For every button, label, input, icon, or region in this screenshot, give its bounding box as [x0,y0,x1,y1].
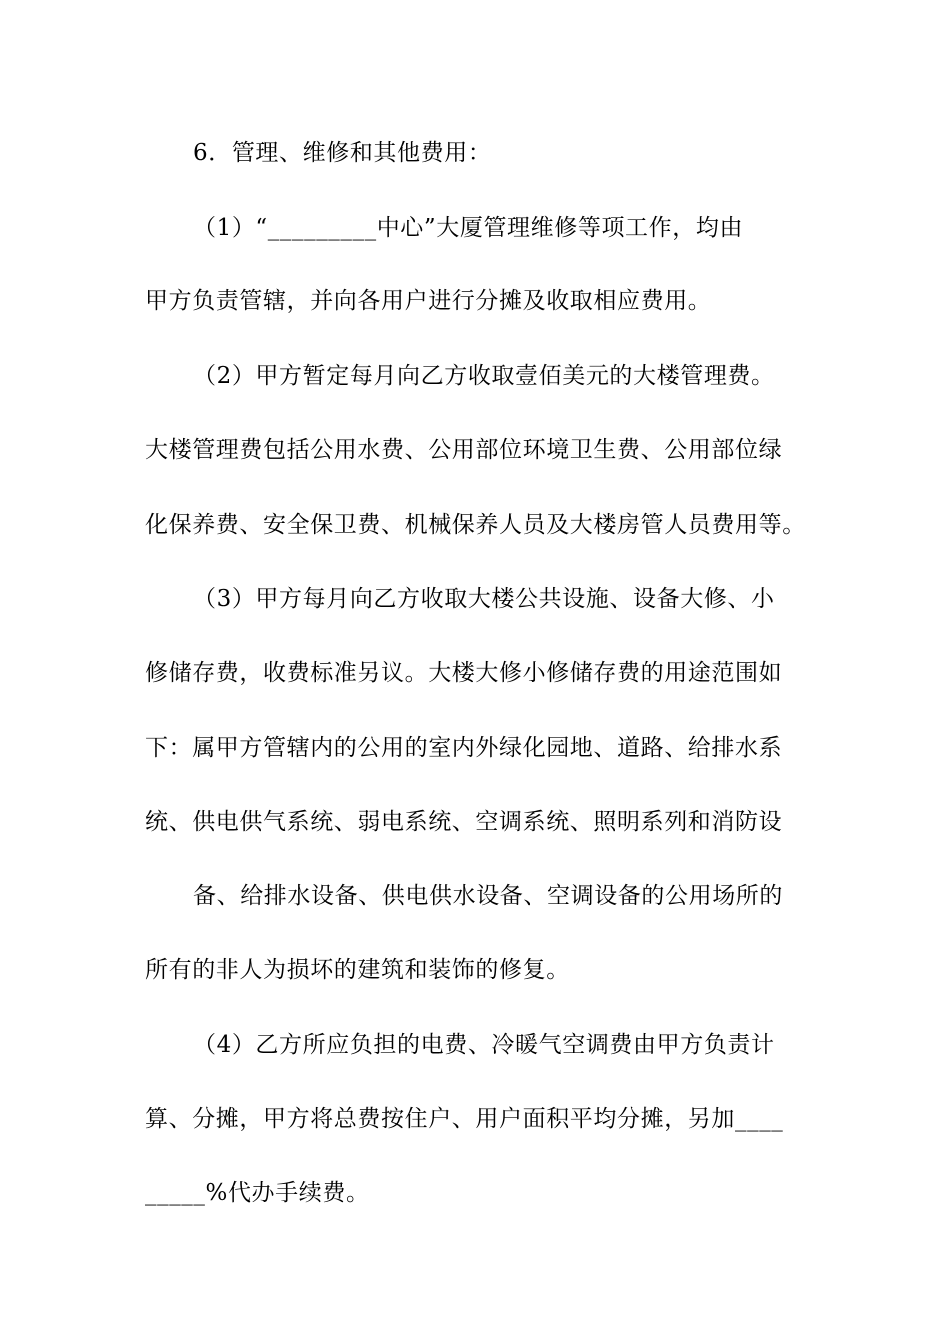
paragraph-line: 统、供电供气系统、弱电系统、空调系统、照明系列和消防设 [145,809,783,835]
paragraph-line: _____%代办手续费。 [145,1180,370,1206]
paragraph-line: （3）甲方每月向乙方收取大楼公共设施、设备大修、小 [193,586,775,612]
section-heading: 6．管理、维修和其他费用： [193,140,492,166]
paragraph-line: （1）“_________中心”大厦管理维修等项工作，均由 [193,215,744,241]
paragraph-line: 大楼管理费包括公用水费、公用部位环境卫生费、公用部位绿 [145,437,783,463]
paragraph-line: （2）甲方暂定每月向乙方收取壹佰美元的大楼管理费。 [193,363,775,389]
paragraph-line: 算、分摊，甲方将总费按住户、用户面积平均分摊，另加____ [145,1106,784,1132]
paragraph-line: 备、给排水设备、供电供水设备、空调设备的公用场所的 [193,883,783,909]
paragraph-line: （4）乙方所应负担的电费、冷暖气空调费由甲方负责计 [193,1032,775,1058]
paragraph-line: 修储存费，收费标准另议。大楼大修小修储存费的用途范围如 [145,660,783,686]
paragraph-line: 化保养费、安全保卫费、机械保养人员及大楼房管人员费用等。 [145,512,806,538]
paragraph-line: 所有的非人为损坏的建筑和装饰的修复。 [145,957,570,983]
paragraph-line: 甲方负责管辖，并向各用户进行分摊及收取相应费用。 [145,288,712,314]
paragraph-line: 下：属甲方管辖内的公用的室内外绿化园地、道路、给排水系 [145,735,783,761]
